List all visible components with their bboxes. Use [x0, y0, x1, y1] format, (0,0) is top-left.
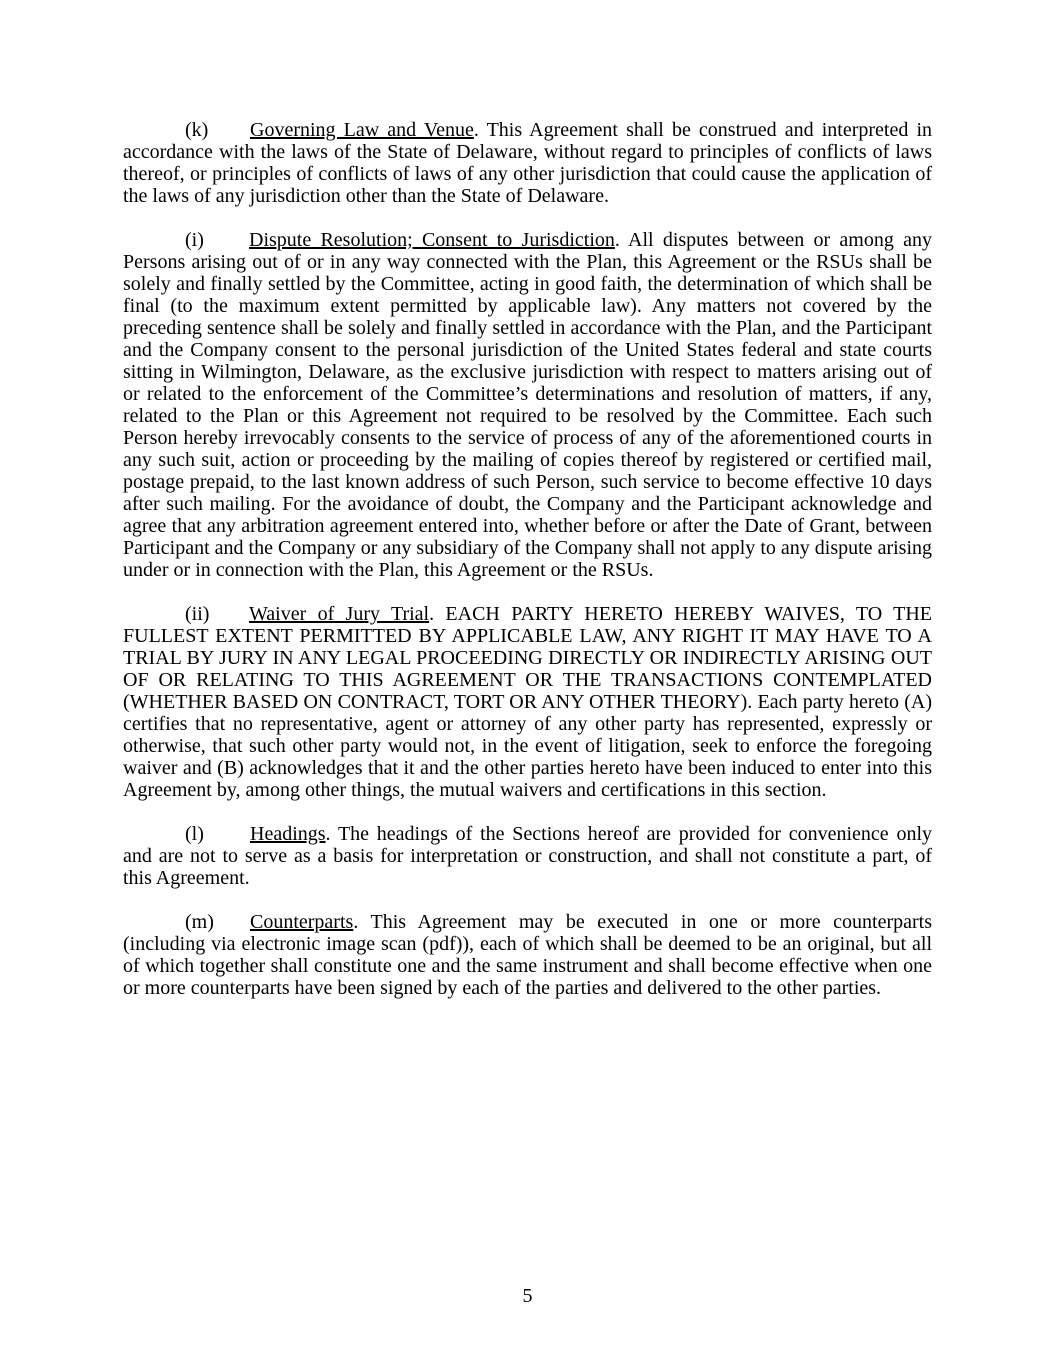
- paragraph-l: [123, 823, 932, 889]
- paragraph-m: [123, 911, 932, 999]
- paragraph-ii: [123, 603, 932, 801]
- paragraph-m-body: . This Agreement may be executed in one or more counterparts (including via electronic image scan (pdf)), each of which shall be deemed to be an original, but all of which together shall constitute one and the same instrument and shall become effective when one or more counterparts have been signed by each of the parties and delivered to the other parties.: [123, 911, 932, 999]
- paragraph-i-body: . All disputes between or among any Persons arising out of or in any way connected with the Plan, this Agreement or the RSUs shall be solely and finally settled by the Committee, acting in good faith, the determination of which shall be final (to the maximum extent permitted by applicable law). Any matters not covered by the preceding sentence shall be solely and finally settled in accordance with the Plan, and the Participant and the Company consent to the personal jurisdiction of the United States federal and state courts sitting in Wilmington, Delaware, as the exclusive jurisdiction with respect to matters arising out of or related to the enforcement of the Committee’s determinations and resolution of matters, if any, related to the Plan or this Agreement not required to be resolved by the Committee. Each such Person hereby irrevocably consents to the service of process of any of the aforementioned courts in any such suit, action or proceeding by the mailing of copies thereof by registered or certified mail, postage prepaid, to the last known address of such Person, such service to become effective 10 days after such mailing. For the avoidance of doubt, the Company and the Participant acknowledge and agree that any arbitration agreement entered into, whether before or after the Date of Grant, between Participant and the Company or any subsidiary of the Company shall not apply to any dispute arising under or in connection with the Plan, this Agreement or the RSUs.: [123, 229, 932, 581]
- paragraph-l-body: . The headings of the Sections hereof are provided for convenience only and are not to serve as a basis for interpretation or construction, and shall not constitute a part, of this Agreement.: [123, 823, 932, 889]
- paragraph-ii-body: . EACH PARTY HERETO HEREBY WAIVES, TO THE FULLEST EXTENT PERMITTED BY APPLICABLE LAW, ANY RIGHT IT MAY HAVE TO A TRIAL BY JURY IN ANY LEGAL PROCEEDING DIRECTLY OR INDIRECTLY ARISING OUT OF OR RELATING TO THIS AGREEMENT OR THE TRANSACTIONS CONTEMPLATED (WHETHER BASED ON CONTRACT, TORT OR ANY OTHER THEORY). Each party hereto (A) certifies that no representative, agent or attorney of any other party has represented, expressly or otherwise, that such other party would not, in the event of litigation, seek to enforce the foregoing waiver and (B) acknowledges that it and the other parties hereto have been induced to enter into this Agreement by, among other things, the mutual waivers and certifications in this section.: [123, 603, 932, 801]
- paragraph-k: [123, 119, 932, 207]
- paragraph-k-body: . This Agreement shall be construed and interpreted in accordance with the laws of the State of Delaware, without regard to principles of conflicts of laws thereof, or principles of conflicts of laws of any other jurisdiction that could cause the application of the laws of any jurisdiction other than the State of Delaware.: [123, 119, 932, 207]
- paragraph-l-label: (l): [185, 823, 204, 845]
- paragraph-ii-heading: Waiver of Jury Trial: [249, 603, 430, 625]
- paragraph-i: [123, 229, 932, 581]
- paragraph-ii-label: (ii): [185, 603, 210, 625]
- page-number: 5: [522, 1285, 533, 1307]
- paragraph-m-heading: Counterparts: [250, 911, 354, 933]
- paragraph-m-label: (m): [185, 911, 214, 933]
- paragraph-i-label: (i): [185, 229, 204, 251]
- paragraph-i-heading: Dispute Resolution; Consent to Jurisdiction: [249, 229, 615, 251]
- paragraph-k-label: (k): [185, 119, 209, 141]
- paragraph-l-heading: Headings: [250, 823, 326, 845]
- paragraph-k-heading: Governing Law and Venue: [250, 119, 474, 141]
